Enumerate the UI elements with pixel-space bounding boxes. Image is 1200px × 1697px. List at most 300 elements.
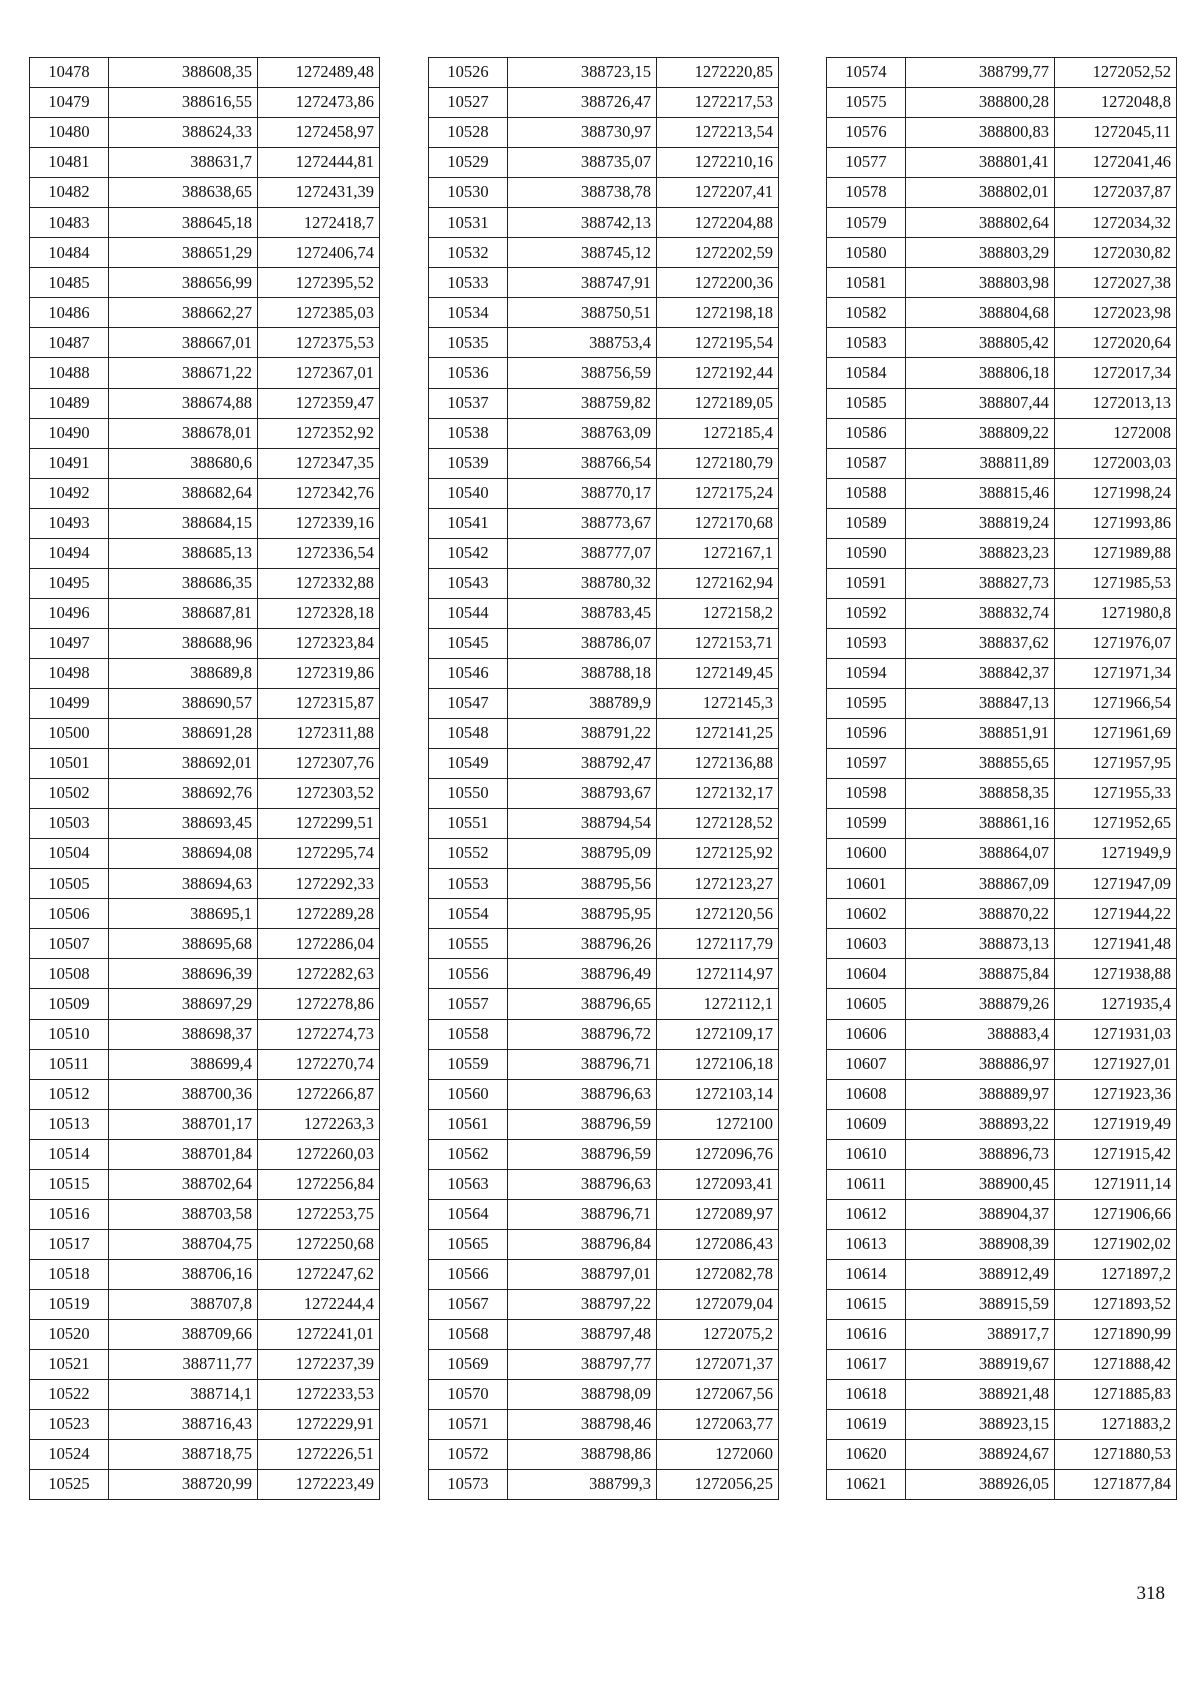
y-coordinate-cell: 1272149,45 (657, 658, 779, 688)
table-row (827, 1259, 1177, 1289)
x-coordinate-cell: 388667,01 (109, 328, 258, 358)
x-coordinate-cell: 388616,55 (109, 88, 258, 118)
y-coordinate-cell: 1272052,52 (1055, 58, 1177, 88)
x-coordinate-cell: 388690,57 (109, 688, 258, 718)
x-coordinate-cell: 388698,37 (109, 1019, 258, 1049)
y-coordinate-cell: 1272086,43 (657, 1229, 779, 1259)
y-coordinate-cell: 1272060 (657, 1440, 779, 1470)
point-number-cell: 10598 (827, 779, 906, 809)
point-number-cell: 10593 (827, 628, 906, 658)
point-number-cell: 10481 (30, 148, 109, 178)
table-row (827, 839, 1177, 869)
y-coordinate-cell: 1272253,75 (258, 1199, 380, 1229)
table-row (30, 598, 380, 628)
y-coordinate-cell: 1272180,79 (657, 448, 779, 478)
y-coordinate-cell: 1271935,4 (1055, 989, 1177, 1019)
x-coordinate-cell: 388919,67 (906, 1350, 1055, 1380)
table-row (30, 688, 380, 718)
x-coordinate-cell: 388795,09 (508, 839, 657, 869)
x-coordinate-cell: 388908,39 (906, 1229, 1055, 1259)
point-number-cell: 10499 (30, 688, 109, 718)
table-row (30, 208, 380, 238)
point-number-cell: 10487 (30, 328, 109, 358)
x-coordinate-cell: 388694,63 (109, 869, 258, 899)
x-coordinate-cell: 388883,4 (906, 1019, 1055, 1049)
y-coordinate-cell: 1272162,94 (657, 568, 779, 598)
x-coordinate-cell: 388796,71 (508, 1049, 657, 1079)
x-coordinate-cell: 388651,29 (109, 238, 258, 268)
x-coordinate-cell: 388921,48 (906, 1380, 1055, 1410)
point-number-cell: 10507 (30, 929, 109, 959)
table-row (30, 1440, 380, 1470)
point-number-cell: 10478 (30, 58, 109, 88)
y-coordinate-cell: 1272295,74 (258, 839, 380, 869)
table-row (429, 688, 779, 718)
point-number-cell: 10513 (30, 1109, 109, 1139)
point-number-cell: 10610 (827, 1139, 906, 1169)
point-number-cell: 10611 (827, 1169, 906, 1199)
y-coordinate-cell: 1271966,54 (1055, 688, 1177, 718)
x-coordinate-cell: 388795,56 (508, 869, 657, 899)
y-coordinate-cell: 1272056,25 (657, 1470, 779, 1500)
y-coordinate-cell: 1272045,11 (1055, 118, 1177, 148)
table-row (30, 779, 380, 809)
point-number-cell: 10578 (827, 178, 906, 208)
table-row (827, 268, 1177, 298)
point-number-cell: 10583 (827, 328, 906, 358)
y-coordinate-cell: 1272359,47 (258, 388, 380, 418)
table-row (429, 418, 779, 448)
table-row (827, 1319, 1177, 1349)
table-row (827, 1139, 1177, 1169)
y-coordinate-cell: 1271961,69 (1055, 719, 1177, 749)
table-row (30, 1380, 380, 1410)
table-row (30, 328, 380, 358)
point-number-cell: 10511 (30, 1049, 109, 1079)
y-coordinate-cell: 1272153,71 (657, 628, 779, 658)
point-number-cell: 10558 (429, 1019, 508, 1049)
x-coordinate-cell: 388786,07 (508, 628, 657, 658)
point-number-cell: 10562 (429, 1139, 508, 1169)
x-coordinate-cell: 388801,41 (906, 148, 1055, 178)
point-number-cell: 10537 (429, 388, 508, 418)
x-coordinate-cell: 388709,66 (109, 1319, 258, 1349)
point-number-cell: 10557 (429, 989, 508, 1019)
table-row (827, 989, 1177, 1019)
y-coordinate-cell: 1272489,48 (258, 58, 380, 88)
table-row (30, 749, 380, 779)
table-row (30, 88, 380, 118)
x-coordinate-cell: 388788,18 (508, 658, 657, 688)
x-coordinate-cell: 388798,46 (508, 1410, 657, 1440)
x-coordinate-cell: 388773,67 (508, 508, 657, 538)
point-number-cell: 10492 (30, 478, 109, 508)
point-number-cell: 10543 (429, 568, 508, 598)
x-coordinate-cell: 388847,13 (906, 688, 1055, 718)
point-number-cell: 10517 (30, 1229, 109, 1259)
point-number-cell: 10504 (30, 839, 109, 869)
x-coordinate-cell: 388796,63 (508, 1169, 657, 1199)
x-coordinate-cell: 388851,91 (906, 719, 1055, 749)
y-coordinate-cell: 1272198,18 (657, 298, 779, 328)
x-coordinate-cell: 388759,82 (508, 388, 657, 418)
y-coordinate-cell: 1272367,01 (258, 358, 380, 388)
y-coordinate-cell: 1272120,56 (657, 899, 779, 929)
point-number-cell: 10536 (429, 358, 508, 388)
point-number-cell: 10488 (30, 358, 109, 388)
x-coordinate-cell: 388795,95 (508, 899, 657, 929)
y-coordinate-cell: 1272217,53 (657, 88, 779, 118)
y-coordinate-cell: 1272063,77 (657, 1410, 779, 1440)
x-coordinate-cell: 388896,73 (906, 1139, 1055, 1169)
x-coordinate-cell: 388671,22 (109, 358, 258, 388)
point-number-cell: 10620 (827, 1440, 906, 1470)
y-coordinate-cell: 1272241,01 (258, 1319, 380, 1349)
table-row (30, 118, 380, 148)
y-coordinate-cell: 1272008 (1055, 418, 1177, 448)
x-coordinate-cell: 388802,64 (906, 208, 1055, 238)
y-coordinate-cell: 1272096,76 (657, 1139, 779, 1169)
y-coordinate-cell: 1272200,36 (657, 268, 779, 298)
table-row (429, 358, 779, 388)
point-number-cell: 10608 (827, 1079, 906, 1109)
y-coordinate-cell: 1271890,99 (1055, 1319, 1177, 1349)
y-coordinate-cell: 1271941,48 (1055, 929, 1177, 959)
table-row (30, 268, 380, 298)
x-coordinate-cell: 388923,15 (906, 1410, 1055, 1440)
x-coordinate-cell: 388697,29 (109, 989, 258, 1019)
y-coordinate-cell: 1272204,88 (657, 208, 779, 238)
y-coordinate-cell: 1271980,8 (1055, 598, 1177, 628)
table-row (30, 1470, 380, 1500)
point-number-cell: 10561 (429, 1109, 508, 1139)
table-row (429, 779, 779, 809)
point-number-cell: 10601 (827, 869, 906, 899)
point-number-cell: 10594 (827, 658, 906, 688)
y-coordinate-cell: 1272013,13 (1055, 388, 1177, 418)
x-coordinate-cell: 388680,6 (109, 448, 258, 478)
table-row (429, 719, 779, 749)
point-number-cell: 10617 (827, 1350, 906, 1380)
x-coordinate-cell: 388656,99 (109, 268, 258, 298)
table-row (827, 959, 1177, 989)
y-coordinate-cell: 1272192,44 (657, 358, 779, 388)
x-coordinate-cell: 388763,09 (508, 418, 657, 448)
point-number-cell: 10564 (429, 1199, 508, 1229)
coordinate-table-3 (826, 57, 1177, 1500)
x-coordinate-cell: 388638,65 (109, 178, 258, 208)
x-coordinate-cell: 388858,35 (906, 779, 1055, 809)
y-coordinate-cell: 1272207,41 (657, 178, 779, 208)
x-coordinate-cell: 388742,13 (508, 208, 657, 238)
x-coordinate-cell: 388770,17 (508, 478, 657, 508)
coordinate-table-2 (428, 57, 779, 1500)
y-coordinate-cell: 1272282,63 (258, 959, 380, 989)
x-coordinate-cell: 388797,01 (508, 1259, 657, 1289)
point-number-cell: 10548 (429, 719, 508, 749)
table-row (429, 88, 779, 118)
y-coordinate-cell: 1272431,39 (258, 178, 380, 208)
x-coordinate-cell: 388700,36 (109, 1079, 258, 1109)
y-coordinate-cell: 1272303,52 (258, 779, 380, 809)
x-coordinate-cell: 388804,68 (906, 298, 1055, 328)
table-row (429, 508, 779, 538)
x-coordinate-cell: 388694,08 (109, 839, 258, 869)
x-coordinate-cell: 388917,7 (906, 1319, 1055, 1349)
y-coordinate-cell: 1272226,51 (258, 1440, 380, 1470)
x-coordinate-cell: 388674,88 (109, 388, 258, 418)
x-coordinate-cell: 388815,46 (906, 478, 1055, 508)
table-row (30, 178, 380, 208)
y-coordinate-cell: 1272145,3 (657, 688, 779, 718)
x-coordinate-cell: 388692,01 (109, 749, 258, 779)
table-row (827, 58, 1177, 88)
y-coordinate-cell: 1272237,39 (258, 1350, 380, 1380)
point-number-cell: 10522 (30, 1380, 109, 1410)
point-number-cell: 10533 (429, 268, 508, 298)
y-coordinate-cell: 1272332,88 (258, 568, 380, 598)
table-row (827, 568, 1177, 598)
table-row (827, 658, 1177, 688)
table-row (30, 1049, 380, 1079)
point-number-cell: 10525 (30, 1470, 109, 1500)
point-number-cell: 10566 (429, 1259, 508, 1289)
y-coordinate-cell: 1272328,18 (258, 598, 380, 628)
x-coordinate-cell: 388823,23 (906, 538, 1055, 568)
y-coordinate-cell: 1271989,88 (1055, 538, 1177, 568)
table-row (827, 448, 1177, 478)
x-coordinate-cell: 388879,26 (906, 989, 1055, 1019)
y-coordinate-cell: 1271880,53 (1055, 1440, 1177, 1470)
x-coordinate-cell: 388726,47 (508, 88, 657, 118)
coordinate-table-1 (29, 57, 380, 1500)
point-number-cell: 10482 (30, 178, 109, 208)
point-number-cell: 10485 (30, 268, 109, 298)
table-row (30, 478, 380, 508)
point-number-cell: 10615 (827, 1289, 906, 1319)
point-number-cell: 10575 (827, 88, 906, 118)
y-coordinate-cell: 1271923,36 (1055, 1079, 1177, 1109)
y-coordinate-cell: 1272003,03 (1055, 448, 1177, 478)
x-coordinate-cell: 388904,37 (906, 1199, 1055, 1229)
y-coordinate-cell: 1272311,88 (258, 719, 380, 749)
x-coordinate-cell: 388796,84 (508, 1229, 657, 1259)
table-row (429, 1229, 779, 1259)
table-row (429, 328, 779, 358)
point-number-cell: 10572 (429, 1440, 508, 1470)
y-coordinate-cell: 1272089,97 (657, 1199, 779, 1229)
x-coordinate-cell: 388711,77 (109, 1350, 258, 1380)
y-coordinate-cell: 1272185,4 (657, 418, 779, 448)
point-number-cell: 10587 (827, 448, 906, 478)
table-row (429, 1169, 779, 1199)
table-row (30, 448, 380, 478)
table-row (429, 388, 779, 418)
table-row (827, 1440, 1177, 1470)
x-coordinate-cell: 388811,89 (906, 448, 1055, 478)
y-coordinate-cell: 1271998,24 (1055, 478, 1177, 508)
table-row (827, 538, 1177, 568)
x-coordinate-cell: 388662,27 (109, 298, 258, 328)
x-coordinate-cell: 388718,75 (109, 1440, 258, 1470)
table-row (30, 568, 380, 598)
point-number-cell: 10589 (827, 508, 906, 538)
table-row (429, 148, 779, 178)
y-coordinate-cell: 1271888,42 (1055, 1350, 1177, 1380)
x-coordinate-cell: 388796,49 (508, 959, 657, 989)
x-coordinate-cell: 388706,16 (109, 1259, 258, 1289)
table-row (429, 749, 779, 779)
y-coordinate-cell: 1272233,53 (258, 1380, 380, 1410)
point-number-cell: 10541 (429, 508, 508, 538)
x-coordinate-cell: 388886,97 (906, 1049, 1055, 1079)
y-coordinate-cell: 1272260,03 (258, 1139, 380, 1169)
x-coordinate-cell: 388701,84 (109, 1139, 258, 1169)
point-number-cell: 10612 (827, 1199, 906, 1229)
point-number-cell: 10552 (429, 839, 508, 869)
table-row (429, 899, 779, 929)
point-number-cell: 10597 (827, 749, 906, 779)
table-row (429, 478, 779, 508)
table-row (429, 598, 779, 628)
x-coordinate-cell: 388799,3 (508, 1470, 657, 1500)
y-coordinate-cell: 1271877,84 (1055, 1470, 1177, 1500)
x-coordinate-cell: 388796,72 (508, 1019, 657, 1049)
table-row (827, 1199, 1177, 1229)
table-row (429, 869, 779, 899)
x-coordinate-cell: 388695,68 (109, 929, 258, 959)
table-row (827, 298, 1177, 328)
y-coordinate-cell: 1272263,3 (258, 1109, 380, 1139)
point-number-cell: 10567 (429, 1289, 508, 1319)
table-row (429, 268, 779, 298)
y-coordinate-cell: 1271931,03 (1055, 1019, 1177, 1049)
table-row (30, 298, 380, 328)
y-coordinate-cell: 1271927,01 (1055, 1049, 1177, 1079)
x-coordinate-cell: 388793,67 (508, 779, 657, 809)
table-row (429, 1410, 779, 1440)
x-coordinate-cell: 388799,77 (906, 58, 1055, 88)
y-coordinate-cell: 1272106,18 (657, 1049, 779, 1079)
y-coordinate-cell: 1271993,86 (1055, 508, 1177, 538)
point-number-cell: 10516 (30, 1199, 109, 1229)
y-coordinate-cell: 1271952,65 (1055, 809, 1177, 839)
table-row (30, 929, 380, 959)
point-number-cell: 10508 (30, 959, 109, 989)
point-number-cell: 10532 (429, 238, 508, 268)
x-coordinate-cell: 388703,58 (109, 1199, 258, 1229)
y-coordinate-cell: 1272109,17 (657, 1019, 779, 1049)
point-number-cell: 10553 (429, 869, 508, 899)
x-coordinate-cell: 388870,22 (906, 899, 1055, 929)
table-row (827, 809, 1177, 839)
y-coordinate-cell: 1271919,49 (1055, 1109, 1177, 1139)
table-row (429, 628, 779, 658)
x-coordinate-cell: 388805,42 (906, 328, 1055, 358)
point-number-cell: 10616 (827, 1319, 906, 1349)
x-coordinate-cell: 388687,81 (109, 598, 258, 628)
y-coordinate-cell: 1271949,9 (1055, 839, 1177, 869)
point-number-cell: 10588 (827, 478, 906, 508)
x-coordinate-cell: 388797,77 (508, 1350, 657, 1380)
y-coordinate-cell: 1272270,74 (258, 1049, 380, 1079)
x-coordinate-cell: 388912,49 (906, 1259, 1055, 1289)
point-number-cell: 10519 (30, 1289, 109, 1319)
y-coordinate-cell: 1272244,4 (258, 1289, 380, 1319)
x-coordinate-cell: 388924,67 (906, 1440, 1055, 1470)
y-coordinate-cell: 1272136,88 (657, 749, 779, 779)
x-coordinate-cell: 388783,45 (508, 598, 657, 628)
table-row (827, 1410, 1177, 1440)
y-coordinate-cell: 1272444,81 (258, 148, 380, 178)
table-row (827, 688, 1177, 718)
point-number-cell: 10500 (30, 719, 109, 749)
y-coordinate-cell: 1271885,83 (1055, 1380, 1177, 1410)
y-coordinate-cell: 1271944,22 (1055, 899, 1177, 929)
x-coordinate-cell: 388855,65 (906, 749, 1055, 779)
point-number-cell: 10555 (429, 929, 508, 959)
point-number-cell: 10530 (429, 178, 508, 208)
x-coordinate-cell: 388791,22 (508, 719, 657, 749)
y-coordinate-cell: 1272034,32 (1055, 208, 1177, 238)
y-coordinate-cell: 1272336,54 (258, 538, 380, 568)
table-row (429, 809, 779, 839)
x-coordinate-cell: 388686,35 (109, 568, 258, 598)
y-coordinate-cell: 1272202,59 (657, 238, 779, 268)
table-row (30, 1079, 380, 1109)
x-coordinate-cell: 388800,28 (906, 88, 1055, 118)
page-number: 318 (1136, 1583, 1165, 1604)
x-coordinate-cell: 388738,78 (508, 178, 657, 208)
x-coordinate-cell: 388699,4 (109, 1049, 258, 1079)
table-row (429, 1109, 779, 1139)
point-number-cell: 10618 (827, 1380, 906, 1410)
table-row (429, 1019, 779, 1049)
table-row (429, 1079, 779, 1109)
table-row (827, 418, 1177, 448)
table-row (429, 1259, 779, 1289)
table-row (30, 1410, 380, 1440)
y-coordinate-cell: 1271902,02 (1055, 1229, 1177, 1259)
table-row (429, 658, 779, 688)
point-number-cell: 10584 (827, 358, 906, 388)
y-coordinate-cell: 1272220,85 (657, 58, 779, 88)
point-number-cell: 10505 (30, 869, 109, 899)
table-row (30, 1109, 380, 1139)
table-row (30, 1199, 380, 1229)
x-coordinate-cell: 388682,64 (109, 478, 258, 508)
y-coordinate-cell: 1272041,46 (1055, 148, 1177, 178)
point-number-cell: 10531 (429, 208, 508, 238)
point-number-cell: 10604 (827, 959, 906, 989)
table-row (827, 328, 1177, 358)
point-number-cell: 10547 (429, 688, 508, 718)
table-row (429, 929, 779, 959)
table-row (429, 839, 779, 869)
x-coordinate-cell: 388926,05 (906, 1470, 1055, 1500)
point-number-cell: 10586 (827, 418, 906, 448)
y-coordinate-cell: 1272020,64 (1055, 328, 1177, 358)
point-number-cell: 10498 (30, 658, 109, 688)
point-number-cell: 10560 (429, 1079, 508, 1109)
y-coordinate-cell: 1272278,86 (258, 989, 380, 1019)
point-number-cell: 10544 (429, 598, 508, 628)
point-number-cell: 10529 (429, 148, 508, 178)
y-coordinate-cell: 1272352,92 (258, 418, 380, 448)
point-number-cell: 10501 (30, 749, 109, 779)
table-row (827, 1049, 1177, 1079)
table-row (827, 208, 1177, 238)
